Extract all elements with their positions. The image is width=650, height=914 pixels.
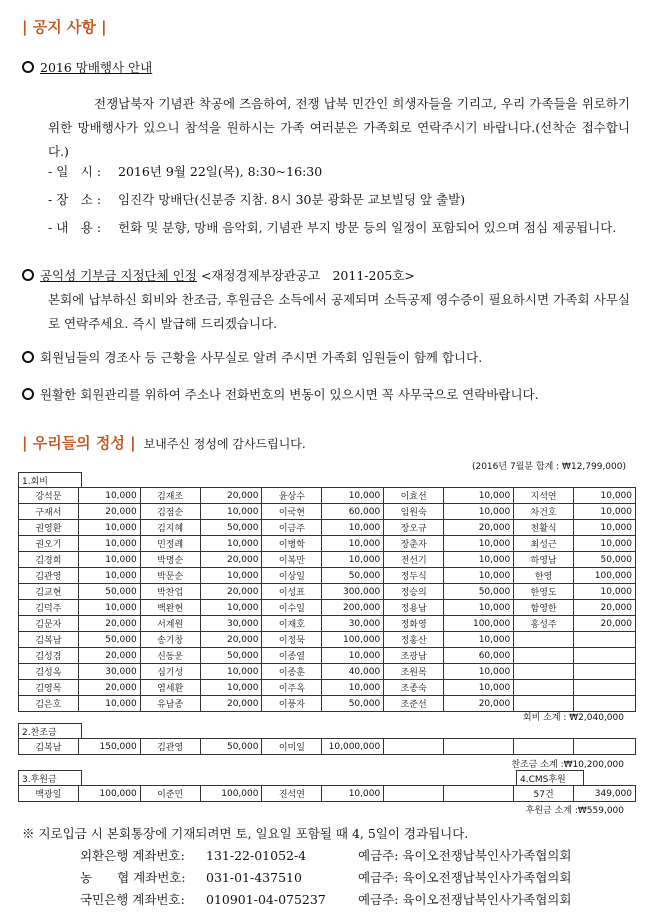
donations-title: | 우리들의 정성 | (22, 434, 136, 452)
donation-amount-cell: 100,000 (444, 616, 514, 632)
notice-item-3 (22, 348, 482, 368)
donation-amount-cell: 10,000 (322, 536, 384, 552)
donor-name-cell: 이종열 (262, 648, 322, 664)
donation-amount-cell: 10,000 (322, 680, 384, 696)
event-place-row (48, 188, 628, 212)
donor-name-cell: 김경희 (19, 552, 79, 568)
donation-amount-cell: 20,000 (200, 632, 262, 648)
donor-name-cell (514, 739, 574, 755)
membership-subtotal: 회비 소계 : ₩2,040,000 (522, 713, 624, 723)
donation-amount-cell: 10,000 (574, 584, 636, 600)
support-subtotal: 후원금 소계 :₩559,000 (525, 806, 624, 816)
event-place-value: 임진각 망배단(신분증 지참. 8시 30분 광화문 교보빌딩 앞 출발) (118, 192, 466, 207)
donor-name-cell: 조준선 (384, 696, 444, 712)
donor-name-cell: 백완현 (140, 600, 200, 616)
donor-name-cell: 진석연 (262, 786, 322, 802)
donor-name-cell: 정용남 (384, 600, 444, 616)
donor-name-cell: 장춘자 (384, 536, 444, 552)
donor-name-cell: 이상일 (262, 568, 322, 584)
donation-amount-cell: 150,000 (78, 739, 140, 755)
donation-amount-cell: 10,000 (574, 488, 636, 504)
donation-amount-cell: 50,000 (444, 584, 514, 600)
donor-name-cell: 차건호 (514, 504, 574, 520)
giro-note: ※ 지로입금 시 본회통장에 기재되려면 토, 일요일 포함될 때 4, 5일이 경과됩니다. (22, 826, 469, 841)
donations-subtitle: 보내주신 정성에 감사드립니다. (143, 437, 306, 451)
event-date-row (48, 160, 628, 184)
donation-amount-cell (574, 632, 636, 648)
bullet-circle-icon (22, 61, 34, 73)
donation-amount-cell: 20,000 (444, 696, 514, 712)
donation-amount-cell: 10,000 (574, 520, 636, 536)
donation-amount-cell: 10,000 (78, 696, 140, 712)
donations-section-title (22, 432, 306, 453)
donor-name-cell: 김관영 (19, 568, 79, 584)
donor-name-cell: 김점순 (140, 504, 200, 520)
contact-change-text: 원활한 회원관리를 위하여 주소나 전화번호의 변동이 있으시면 꼭 사무국으로 연락바랍니다. (40, 387, 539, 402)
donation-row (19, 584, 636, 600)
donor-name-cell: 송기창 (140, 632, 200, 648)
donor-name-cell: 이국현 (262, 504, 322, 520)
donation-row (19, 504, 636, 520)
bullet-circle-icon (22, 269, 34, 281)
donation-amount-cell: 10,000 (200, 504, 262, 520)
donation-amount-cell (574, 664, 636, 680)
donation-row (19, 648, 636, 664)
donor-name-cell: 정홍산 (384, 632, 444, 648)
event-place-label: - 장 소 : (48, 192, 102, 207)
donation-amount-cell: 50,000 (78, 584, 140, 600)
donation-amount-cell: 50,000 (322, 696, 384, 712)
donor-name-cell: 정두식 (384, 568, 444, 584)
donor-name-cell (514, 664, 574, 680)
account-number: 010901-04-075237 (206, 892, 326, 907)
bullet-circle-icon (22, 351, 34, 363)
donation-amount-cell (444, 739, 514, 755)
donation-amount-cell: 10,000 (200, 536, 262, 552)
donation-amount-cell: 60,000 (444, 648, 514, 664)
account-holder: 예금주: 육이오전쟁납북인사가족협의회 (358, 848, 572, 863)
donor-name-cell: 서계원 (140, 616, 200, 632)
donor-name-cell: 김영목 (19, 680, 79, 696)
donor-name-cell: 이재호 (262, 616, 322, 632)
donation-amount-cell: 10,000 (78, 536, 140, 552)
donation-amount-cell: 10,000 (322, 552, 384, 568)
account-number: 131-22-01052-4 (206, 848, 307, 863)
event-content-row (48, 216, 628, 240)
donation-amount-cell: 50,000 (322, 568, 384, 584)
donation-amount-cell: 20,000 (574, 600, 636, 616)
donor-name-cell: 이성표 (262, 584, 322, 600)
family-news-text: 회원님들의 경조사 등 근황을 사무실로 알려 주시면 가족회 임원들이 함께 합니다. (40, 350, 483, 365)
sponsorship-subtotal: 찬조금 소계 :₩10,200,000 (511, 760, 624, 770)
donation-amount-cell: 20,000 (78, 648, 140, 664)
donor-name-cell: 이준민 (140, 786, 200, 802)
memorial-event-heading: 2016 망배행사 안내 (40, 60, 153, 75)
donor-name-cell: 김지혜 (140, 520, 200, 536)
donor-name-cell: 이복만 (262, 552, 322, 568)
donor-name-cell (514, 648, 574, 664)
sponsorship-table (18, 738, 636, 755)
donation-amount-cell: 20,000 (78, 616, 140, 632)
period-total: (2016년 7월분 합계 : ₩12,799,000) (471, 462, 626, 472)
donation-amount-cell: 200,000 (322, 600, 384, 616)
donation-amount-cell: 10,000 (200, 680, 262, 696)
donor-name-cell: 김은호 (19, 696, 79, 712)
notice-item-4 (22, 385, 539, 405)
donor-name-cell: 이정묵 (262, 632, 322, 648)
donor-name-cell: 한영도 (514, 584, 574, 600)
donation-amount-cell: 10,000 (444, 568, 514, 584)
sponsorship-label: 2.찬조금 (18, 723, 82, 739)
donor-name-cell: 조종숙 (384, 680, 444, 696)
donor-name-cell: 박문순 (140, 568, 200, 584)
donor-name-cell: 홍성주 (514, 616, 574, 632)
donation-amount-cell: 10,000 (322, 786, 384, 802)
donation-row (19, 739, 636, 755)
donor-name-cell: 김관영 (140, 739, 200, 755)
donation-row (19, 488, 636, 504)
donor-name-cell: 한영 (514, 568, 574, 584)
notice-item-2-heading (22, 266, 415, 286)
donor-name-cell: 함영한 (514, 600, 574, 616)
donation-amount-cell: 40,000 (322, 664, 384, 680)
donor-name-cell: 이효선 (384, 488, 444, 504)
donation-amount-cell: 100,000 (78, 786, 140, 802)
donation-row (19, 786, 636, 802)
donation-amount-cell: 10,000 (444, 632, 514, 648)
donation-amount-cell: 10,000 (322, 488, 384, 504)
donor-name-cell: 정승의 (384, 584, 444, 600)
event-date-value: 2016년 9월 22일(목), 8:30~16:30 (118, 164, 323, 179)
event-content-label: - 내 용 : (48, 220, 102, 235)
donation-amount-cell: 20,000 (78, 680, 140, 696)
donor-name-cell: 이종훈 (262, 664, 322, 680)
account-bank: 농 협 계좌번호: (80, 870, 186, 885)
donor-name-cell: 권영환 (19, 520, 79, 536)
donation-amount-cell: 30,000 (200, 616, 262, 632)
donation-amount-cell: 10,000 (444, 536, 514, 552)
donor-name-cell: 김교현 (19, 584, 79, 600)
donation-amount-cell: 30,000 (322, 616, 384, 632)
donation-amount-cell: 20,000 (200, 488, 262, 504)
donor-name-cell: 유남종 (140, 696, 200, 712)
donation-amount-cell: 20,000 (78, 504, 140, 520)
donor-name-cell: 심기성 (140, 664, 200, 680)
donation-row (19, 552, 636, 568)
donation-amount-cell: 10,000 (444, 488, 514, 504)
donor-name-cell: 이금주 (262, 520, 322, 536)
donation-amount-cell: 10,000 (200, 568, 262, 584)
donor-name-cell: 임원숙 (384, 504, 444, 520)
donor-name-cell: 염세환 (140, 680, 200, 696)
donation-amount-cell: 100,000 (574, 568, 636, 584)
donor-name-cell: 신동운 (140, 648, 200, 664)
donor-name-cell (384, 786, 444, 802)
donor-name-cell: 권오기 (19, 536, 79, 552)
donation-amount-cell: 50,000 (200, 520, 262, 536)
donation-amount-cell: 100,000 (322, 632, 384, 648)
notice-item-1-heading (22, 58, 152, 78)
donor-name-cell: 전선기 (384, 552, 444, 568)
donation-amount-cell: 50,000 (200, 739, 262, 755)
donation-row (19, 664, 636, 680)
donation-amount-cell (574, 739, 636, 755)
donor-name-cell: 이풍자 (262, 696, 322, 712)
donation-amount-cell: 10,000 (444, 504, 514, 520)
donation-amount-cell: 20,000 (200, 552, 262, 568)
account-bank: 국민은행 계좌번호: (80, 892, 185, 907)
donor-name-cell (514, 680, 574, 696)
donation-amount-cell: 50,000 (78, 632, 140, 648)
donation-row (19, 616, 636, 632)
donor-name-cell: 김문자 (19, 616, 79, 632)
donor-name-cell (384, 739, 444, 755)
donor-name-cell: 정화영 (384, 616, 444, 632)
donor-name-cell: 민정례 (140, 536, 200, 552)
donation-amount-cell: 30,000 (78, 664, 140, 680)
donation-amount-cell: 10,000 (574, 504, 636, 520)
donor-name-cell: 57건 (514, 786, 574, 802)
donation-row (19, 600, 636, 616)
donation-amount-cell: 10,000 (200, 600, 262, 616)
tax-deduction-heading: 공익성 기부금 지정단체 인정 (40, 268, 197, 283)
donation-amount-cell: 10,000 (322, 648, 384, 664)
donation-amount-cell: 20,000 (574, 616, 636, 632)
donor-name-cell: 박명순 (140, 552, 200, 568)
donor-name-cell: 윤상수 (262, 488, 322, 504)
donor-name-cell: 김덕주 (19, 600, 79, 616)
donation-row (19, 680, 636, 696)
donation-amount-cell: 10,000 (444, 552, 514, 568)
notice-section-title: | 공지 사항 | (22, 18, 107, 36)
donation-amount-cell: 10,000 (444, 680, 514, 696)
donor-name-cell: 김성옥 (19, 664, 79, 680)
donor-name-cell: 김성겸 (19, 648, 79, 664)
donation-amount-cell: 10,000 (78, 520, 140, 536)
donor-name-cell: 김재조 (140, 488, 200, 504)
donor-name-cell (514, 632, 574, 648)
donation-amount-cell (574, 648, 636, 664)
support-table (18, 785, 636, 802)
donor-name-cell: 김복남 (19, 632, 79, 648)
donation-amount-cell: 10,000 (444, 600, 514, 616)
donation-amount-cell: 349,000 (574, 786, 636, 802)
donor-name-cell: 김복남 (19, 739, 79, 755)
donation-row (19, 632, 636, 648)
account-holder: 예금주: 육이오전쟁납북인사가족협의회 (358, 892, 572, 907)
donation-amount-cell (574, 680, 636, 696)
donation-row (19, 520, 636, 536)
donation-amount-cell: 20,000 (200, 696, 262, 712)
account-holder: 예금주: 육이오전쟁납북인사가족협의회 (358, 870, 572, 885)
donor-name-cell: 조원목 (384, 664, 444, 680)
donor-name-cell: 이수일 (262, 600, 322, 616)
account-bank: 외환은행 계좌번호: (80, 848, 185, 863)
donation-amount-cell: 10,000 (78, 600, 140, 616)
donation-amount-cell: 50,000 (574, 552, 636, 568)
donor-name-cell: 이미일 (262, 739, 322, 755)
donor-name-cell: 최성근 (514, 536, 574, 552)
donation-amount-cell: 20,000 (444, 520, 514, 536)
donation-amount-cell: 10,000,000 (322, 739, 384, 755)
donation-amount-cell: 10,000 (322, 520, 384, 536)
cms-support-label: 4.CMS후원 (516, 770, 584, 786)
event-date-label: - 일 시 : (48, 164, 102, 179)
donor-name-cell: 이주옥 (262, 680, 322, 696)
donor-name-cell: 조광남 (384, 648, 444, 664)
support-label: 3.후원금 (18, 770, 82, 786)
donation-amount-cell: 20,000 (200, 584, 262, 600)
donation-amount-cell: 100,000 (200, 786, 262, 802)
donation-amount-cell: 10,000 (444, 664, 514, 680)
donation-amount-cell: 10,000 (78, 568, 140, 584)
donor-name-cell: 구재서 (19, 504, 79, 520)
donation-amount-cell: 50,000 (200, 648, 262, 664)
donation-amount-cell: 10,000 (78, 488, 140, 504)
donation-amount-cell: 10,000 (574, 536, 636, 552)
donation-amount-cell: 300,000 (322, 584, 384, 600)
donation-amount-cell: 60,000 (322, 504, 384, 520)
donor-name-cell: 이병학 (262, 536, 322, 552)
memorial-event-paragraph: 전쟁납북자 기념관 착공에 즈음하여, 전쟁 납북 민간인 희생자들을 기리고, 우리 가족들을 위로하기 위한 망배행사가 있으니 참석을 원하시는 가족 여러분은 가족회로 연락주시기 바랍니다.(선착순 접수합니다.) (48, 96, 630, 159)
donor-name-cell: 강석문 (19, 488, 79, 504)
bullet-circle-icon (22, 388, 34, 400)
event-content-value: 헌화 및 분향, 망배 음악회, 기념관 부지 방문 등의 일정이 포함되어 있으며 점심 제공됩니다. (118, 220, 617, 235)
donor-name-cell: 백광일 (19, 786, 79, 802)
donation-amount-cell: 10,000 (78, 552, 140, 568)
donor-name-cell: 지석연 (514, 488, 574, 504)
donor-name-cell: 박찬업 (140, 584, 200, 600)
donor-name-cell: 하영남 (514, 552, 574, 568)
donor-name-cell: 장오규 (384, 520, 444, 536)
donation-row (19, 536, 636, 552)
membership-table (18, 487, 636, 712)
membership-label: 1.회비 (18, 472, 82, 488)
donor-name-cell: 천활식 (514, 520, 574, 536)
donation-amount-cell: 10,000 (200, 664, 262, 680)
account-number: 031-01-437510 (206, 870, 302, 885)
donation-amount-cell (444, 786, 514, 802)
tax-deduction-notice-number: <재정경제부장관공고 2011-205호> (200, 268, 415, 283)
tax-deduction-paragraph: 본회에 납부하신 회비와 찬조금, 후원금은 소득에서 공제되며 소득공제 영수증이 필요하시면 가족회 사무실로 연락주세요. 즉시 발급해 드리겠습니다. (48, 292, 630, 331)
donation-row (19, 568, 636, 584)
